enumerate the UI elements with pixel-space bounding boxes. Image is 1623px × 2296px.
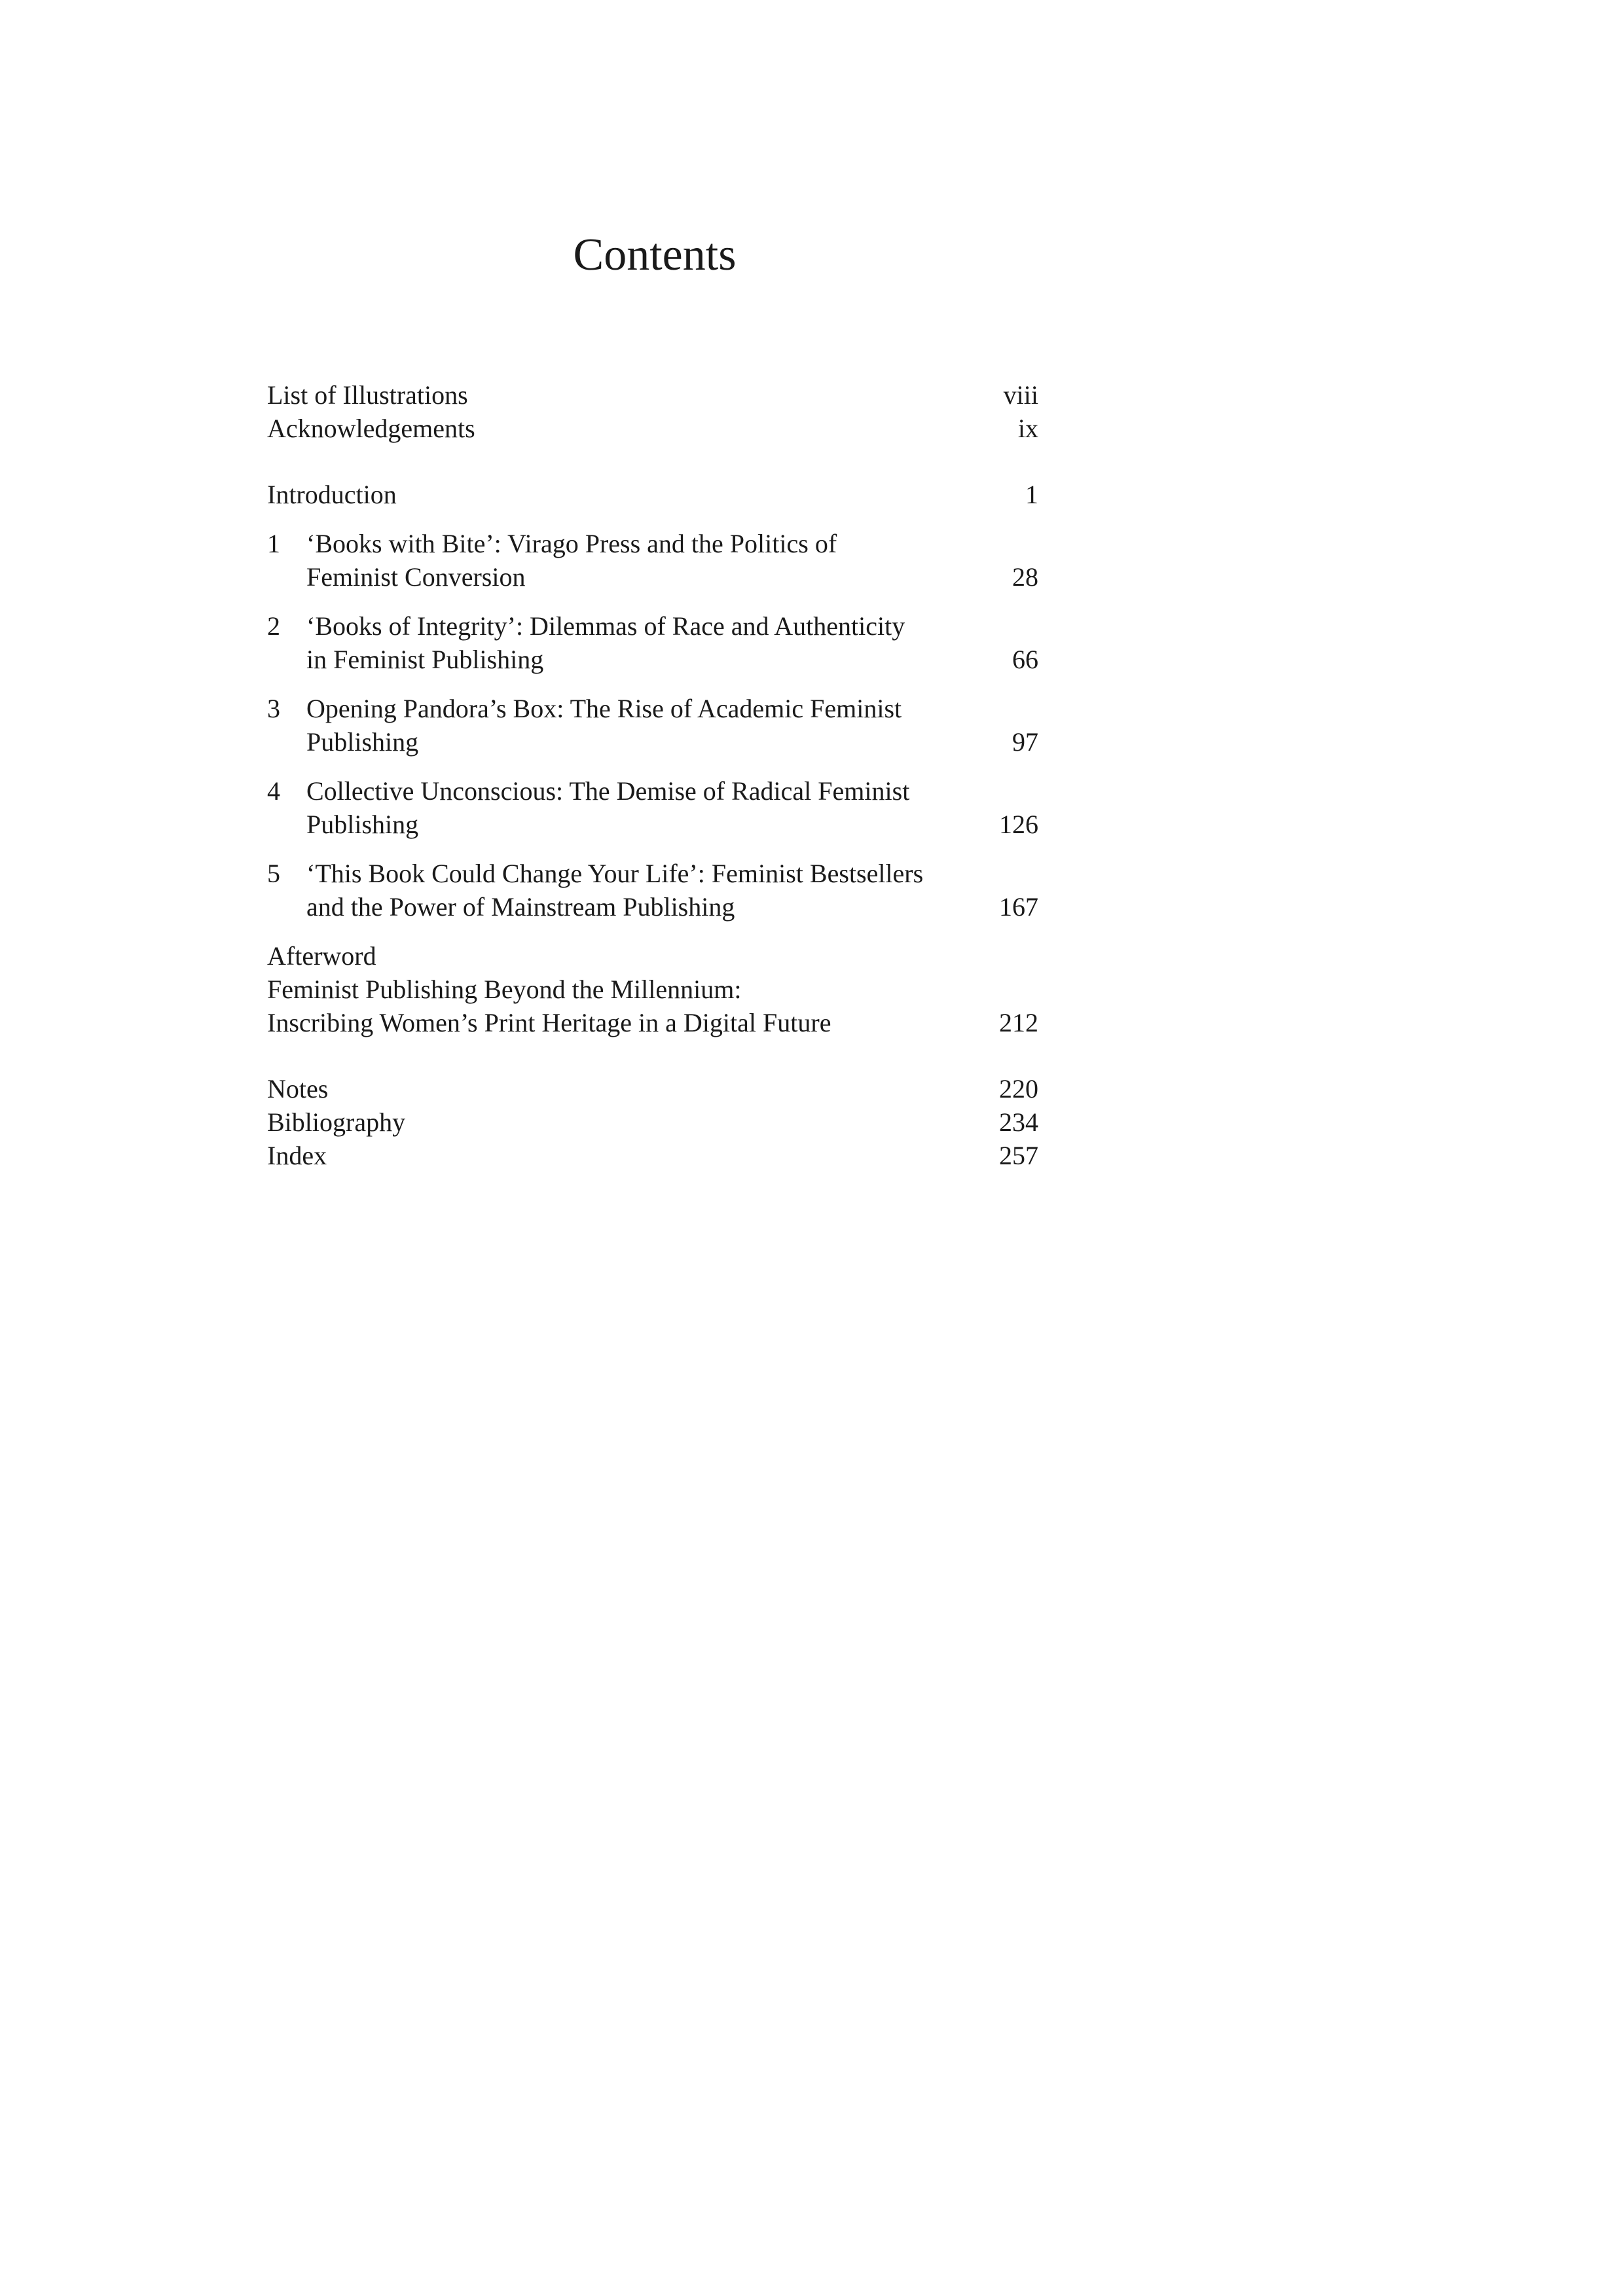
toc-entry-chapter-4[interactable] — [267, 774, 1038, 841]
chapter-title-line: Publishing — [306, 810, 419, 839]
toc-entry-notes[interactable] — [267, 1072, 1038, 1105]
page-title: Contents — [573, 230, 737, 280]
toc-entry-list-of-illustrations[interactable] — [267, 378, 1038, 412]
chapter-number: 4 — [267, 776, 280, 806]
chapter-number: 3 — [267, 694, 280, 723]
chapter-title-line: ‘This Book Could Change Your Life’: Feminist Bestsellers — [306, 859, 924, 888]
chapter-title-line: in Feminist Publishing — [306, 645, 544, 674]
afterword-line: Feminist Publishing Beyond the Millennium: — [267, 975, 742, 1004]
toc-entry-page: ix — [1017, 414, 1038, 443]
toc-entry-chapter-1[interactable] — [267, 527, 1038, 594]
toc-entry-bibliography[interactable] — [267, 1105, 1038, 1139]
toc-entry-afterword[interactable] — [267, 939, 1038, 1039]
toc-entry-chapter-2[interactable] — [267, 609, 1038, 676]
spacer — [267, 759, 1038, 774]
toc-entry-page: 28 — [1012, 562, 1038, 592]
front-matter — [267, 378, 1038, 445]
spacer — [267, 511, 1038, 527]
toc-entry-label: List of Illustrations — [267, 380, 468, 410]
spacer — [267, 924, 1038, 939]
toc-entry-chapter-3[interactable] — [267, 692, 1038, 759]
toc-entry-page: 220 — [999, 1074, 1038, 1103]
chapter-number: 1 — [267, 529, 280, 558]
chapter-title — [267, 857, 1038, 924]
toc-entry-page: 167 — [999, 892, 1038, 922]
toc-entry-label: Bibliography — [267, 1107, 406, 1137]
toc-entry-index[interactable] — [267, 1139, 1038, 1172]
chapter-title — [267, 609, 1038, 676]
spacer — [267, 594, 1038, 609]
toc-entry-chapter-5[interactable] — [267, 857, 1038, 924]
chapter-title-line: and the Power of Mainstream Publishing — [306, 892, 735, 922]
toc-entry-page: 257 — [999, 1141, 1038, 1170]
toc-entry-page: 1 — [1025, 480, 1038, 509]
spacer — [267, 445, 1038, 478]
chapter-title-line: ‘Books with Bite’: Virago Press and the Politics of — [306, 529, 837, 558]
toc-entry-label: Notes — [267, 1074, 329, 1103]
toc-entry-page: 212 — [999, 1008, 1038, 1037]
afterword-title — [267, 939, 1038, 1039]
spacer — [267, 1039, 1038, 1072]
afterword-line: Inscribing Women’s Print Heritage in a Digital Future — [267, 1008, 831, 1037]
toc-entry-page: viii — [1003, 380, 1038, 410]
chapter-title-line: Collective Unconscious: The Demise of Radical Feminist — [306, 776, 910, 806]
chapter-number: 2 — [267, 611, 280, 641]
toc-entry-label: Acknowledgements — [267, 414, 475, 443]
toc-entry-page: 66 — [1012, 645, 1038, 674]
back-matter — [267, 1072, 1038, 1172]
spacer — [267, 841, 1038, 857]
toc-entry-page: 126 — [999, 810, 1038, 839]
afterword-line: Afterword — [267, 941, 376, 971]
chapter-title-line: ‘Books of Integrity’: Dilemmas of Race and Authenticity — [306, 611, 905, 641]
chapter-title — [267, 692, 1038, 759]
toc-entry-page: 234 — [999, 1107, 1038, 1137]
spacer — [267, 676, 1038, 692]
toc-entry-label: Index — [267, 1141, 327, 1170]
chapter-title-line: Publishing — [306, 727, 419, 757]
chapter-title-line: Feminist Conversion — [306, 562, 526, 592]
toc-entry-acknowledgements[interactable] — [267, 412, 1038, 445]
table-of-contents — [267, 378, 1038, 1172]
toc-entry-page: 97 — [1012, 727, 1038, 757]
chapter-title — [267, 527, 1038, 594]
chapter-title-line: Opening Pandora’s Box: The Rise of Academic Feminist — [306, 694, 902, 723]
chapter-title — [267, 774, 1038, 841]
toc-entry-label: Introduction — [267, 480, 397, 509]
toc-entry-introduction[interactable] — [267, 478, 1038, 511]
chapter-number: 5 — [267, 859, 280, 888]
